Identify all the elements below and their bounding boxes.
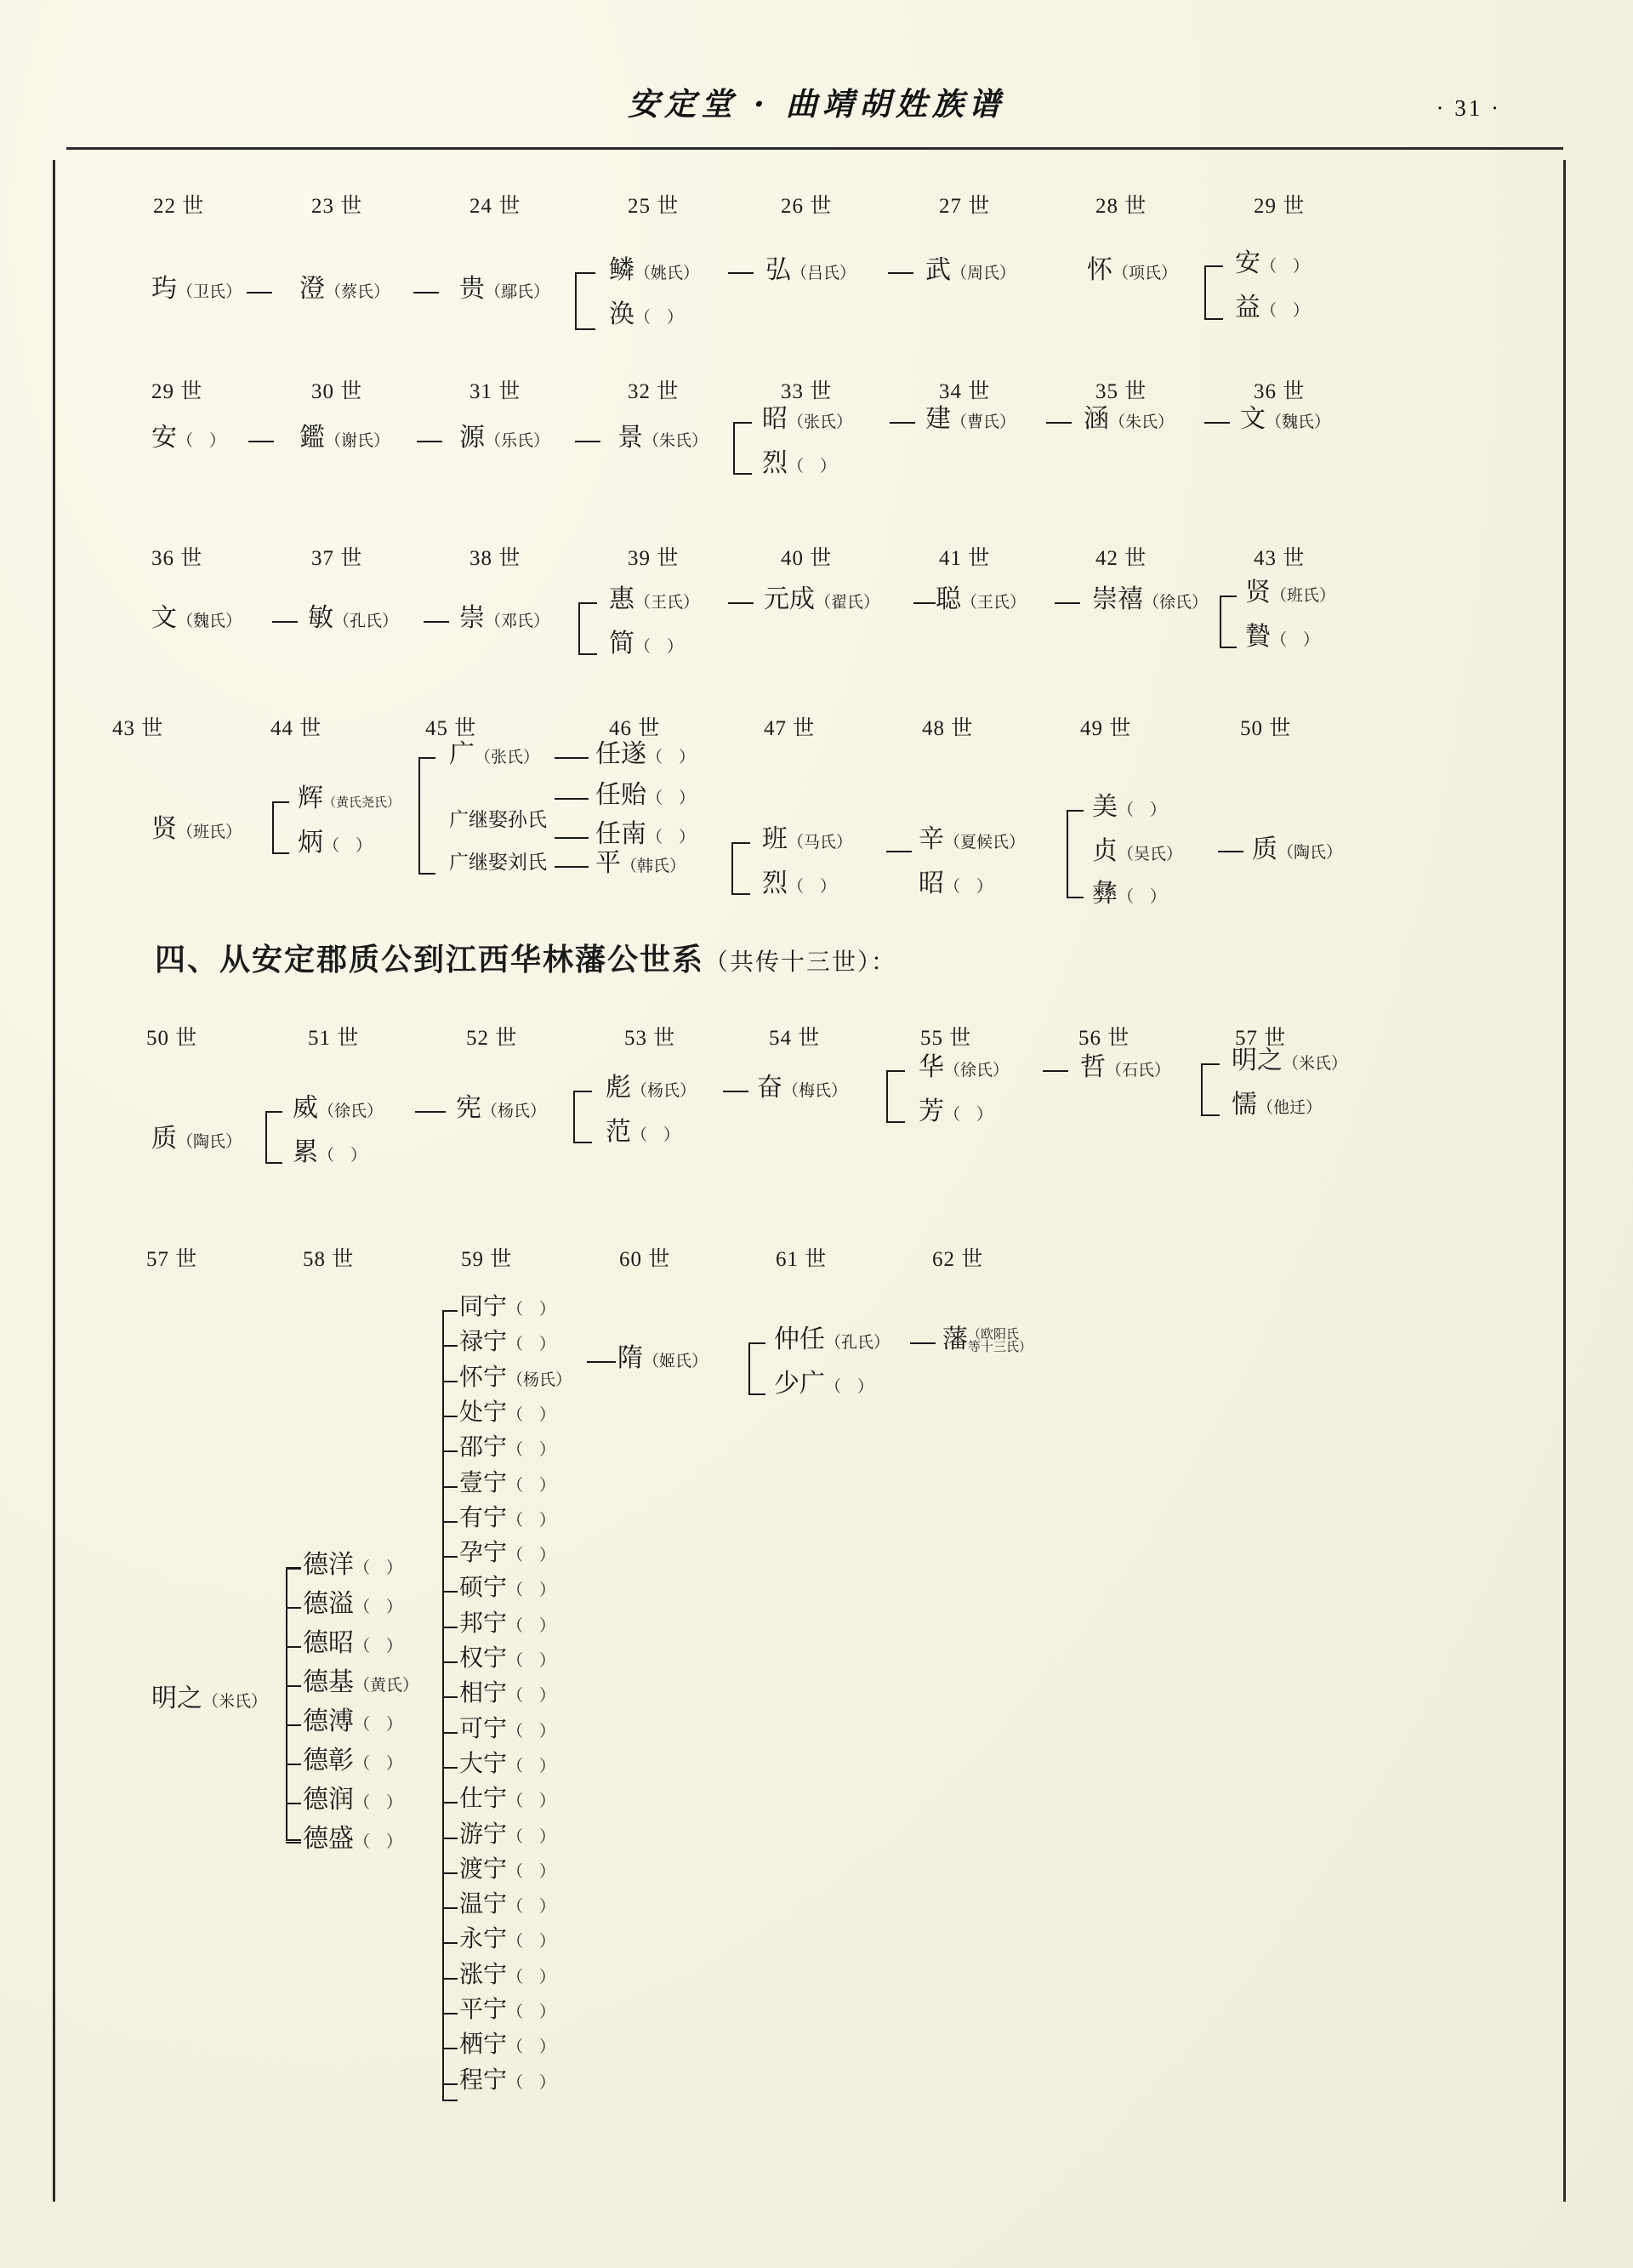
person-59 bbox=[459, 1296, 555, 1319]
bracket-61 bbox=[748, 1342, 750, 1395]
connector bbox=[587, 1361, 616, 1363]
bracket bbox=[578, 602, 580, 655]
person-55b: 芳（ ） bbox=[919, 1097, 993, 1125]
bracket bbox=[573, 1091, 575, 1143]
branch-tick bbox=[286, 1764, 301, 1765]
branch-tick bbox=[442, 1838, 458, 1839]
connector bbox=[555, 798, 589, 800]
person-59 bbox=[459, 1823, 555, 1847]
person-58 bbox=[303, 1748, 402, 1774]
person-59 bbox=[459, 1682, 555, 1706]
branch-tick bbox=[442, 1556, 458, 1558]
branch-tick bbox=[442, 2048, 458, 2049]
frame-left-border bbox=[53, 160, 55, 2202]
bracket bbox=[418, 757, 420, 875]
header-rule bbox=[66, 147, 1563, 150]
branch-tick bbox=[442, 1802, 458, 1804]
person-57-root: 明之（米氏） bbox=[151, 1684, 268, 1712]
bracket bbox=[1201, 1063, 1203, 1116]
connector bbox=[890, 422, 915, 424]
bracket bbox=[733, 473, 752, 475]
branch-tick bbox=[442, 1310, 458, 1312]
branch-tick bbox=[286, 1646, 301, 1648]
person-59 bbox=[459, 1366, 572, 1390]
bracket bbox=[733, 422, 735, 475]
person-name: 有宁 bbox=[459, 1505, 508, 1531]
person-name: 德彰 bbox=[303, 1747, 354, 1775]
person-59 bbox=[459, 1541, 555, 1565]
branch-tick bbox=[286, 1685, 301, 1687]
bracket bbox=[418, 873, 435, 875]
person-spouse: （ ） bbox=[507, 2038, 556, 2056]
page-title: 安定堂 · 曲靖胡姓族谱 bbox=[628, 85, 1005, 123]
bracket bbox=[1220, 647, 1237, 648]
person-spouse: （ ） bbox=[507, 1933, 556, 1951]
connector bbox=[248, 441, 274, 442]
branch-tick bbox=[442, 1872, 458, 1874]
bracket bbox=[575, 272, 595, 274]
person-60: 隋（姬氏） bbox=[617, 1344, 708, 1372]
bracket bbox=[731, 893, 750, 895]
branch-tick bbox=[286, 1803, 301, 1804]
person-35: 涵（朱氏） bbox=[1084, 405, 1175, 433]
person-name: 德盛 bbox=[303, 1825, 354, 1853]
person-22: 玙（卫氏） bbox=[151, 275, 242, 303]
person-spouse: （杨氏） bbox=[507, 1371, 572, 1389]
branch-tick bbox=[442, 1450, 458, 1452]
person-59 bbox=[459, 1612, 555, 1636]
person-57b: 懦（他迁） bbox=[1232, 1091, 1323, 1119]
person-spouse: （ ） bbox=[507, 1863, 556, 1881]
branch-tick bbox=[442, 1767, 458, 1769]
person-28: 怀（项氏） bbox=[1087, 256, 1178, 284]
person-44b: 炳（ ） bbox=[298, 829, 373, 857]
bracket bbox=[1204, 265, 1206, 320]
person-name: 大宁 bbox=[459, 1751, 508, 1777]
bracket bbox=[575, 328, 595, 330]
person-52: 宪（杨氏） bbox=[456, 1094, 547, 1122]
person-spouse: （ ） bbox=[354, 1794, 403, 1812]
bracket bbox=[578, 602, 597, 604]
page-canvas: 安定堂 · 曲靖胡姓族谱 · 31 · 22 世 23 世 24 世 25 世 26 世 27 世 28 世 29 世 玙（卫氏） 澄（蔡氏） 贵（鄢氏） 鳞（姚氏） 涣（ ） 弘（吕氏） 武（周氏） 怀（项氏） 安（ ） 益（ ） 29 世 30 世 31 世 32 世 33 世 34 世 35 世 36 世 安（ ） 鑑（谢氏） 源（乐氏） 景（朱氏） 昭（张氏） 烈（ ） 建（曹氏） 涵（朱氏） 文（魏氏） 36 世 37 世 38 世 39 世 40 世 41 世 42 世 43 世 文（魏氏） 敏（孔氏） 崇（邓氏） 惠（王氏） 简（ ） 元成（翟氏） 聪（王氏） 崇禧（徐氏） 贤（班氏） 贄（ ） 43 世 44 世 45 世 46 世 47 世 48 世 49 世 50 世 贤（班氏） 辉（黄氏尧氏） 炳（ ） 广（张氏） 广继娶孙氏 广继娶刘氏 平（韩氏） 任遂（ ） 任贻（ ） 任南（ ） 班（马氏） 烈（ ） 辛（夏候氏） 昭（ ） 美（ ） 贞（吴氏） 彝（ ） 质（陶氏） 四、从安定郡质公到江西华林藩公世系（共传十三世）： 50 世 51 世 52 世 53 世 54 世 55 世 56 世 57 世 质（陶氏） 威（徐氏） 累（ ） 宪（杨氏） 彪（杨氏） 范（ ） 奋（梅氏） 华（徐氏） 芳（ ） 哲（石氏） 明之（米氏） 懦（他迁） 57 世 58 世 59 世 60 世 61 世 62 世 明之（米氏） 德洋（ ） 德溢（ ） 德昭（ ） 德基（黄氏） 德溥（ ） 德彰（ ） 德润（ ） 德盛（ ） 同宁（ ） 禄宁（ ） 怀宁（杨氏） 处宁（ ） 邵宁（ ） 壹宁（ ） 有宁（ ） 孕宁（ ） 硕宁（ ） 邦宁（ ） 权宁（ ） 相宁（ ） 可宁（ ） 大宁（ ） 仕宁（ ） 游宁（ ） 渡宁（ ） 温宁（ ） 永宁（ ） 涨宁（ ） 平宁（ ） 栖宁（ ） 程宁（ ） 隋（姬氏） 仲任（孔氏） 少广（ ） 藩（欧阳氏等十三氏） bbox=[0, 0, 1633, 2268]
person-name: 邦宁 bbox=[459, 1610, 508, 1637]
person-50: 质（陶氏） bbox=[1252, 835, 1343, 863]
person-56: 哲（石氏） bbox=[1080, 1053, 1171, 1081]
branch-tick bbox=[442, 1381, 458, 1382]
person-59 bbox=[459, 1893, 555, 1917]
person-58 bbox=[303, 1826, 402, 1852]
branch-tick bbox=[286, 1607, 301, 1609]
person-spouse: （ ） bbox=[507, 2003, 556, 2021]
bracket bbox=[272, 801, 289, 803]
person-name: 怀宁 bbox=[459, 1365, 508, 1391]
person-59 bbox=[459, 1401, 555, 1425]
branch-tick bbox=[442, 1345, 458, 1347]
bracket bbox=[272, 852, 289, 854]
bracket bbox=[265, 1111, 282, 1113]
branch-tick bbox=[442, 2083, 458, 2085]
bracket bbox=[265, 1162, 282, 1164]
branch-tick bbox=[286, 1724, 301, 1726]
person-name: 德润 bbox=[303, 1786, 354, 1814]
person-29b: 益（ ） bbox=[1235, 293, 1310, 322]
person-spouse: （ ） bbox=[354, 1755, 403, 1773]
person-47b: 烈（ ） bbox=[762, 869, 837, 898]
connector bbox=[272, 621, 298, 623]
person-59 bbox=[459, 1998, 555, 2022]
person-name: 德昭 bbox=[303, 1629, 354, 1657]
person-spouse: （ ） bbox=[507, 1581, 556, 1599]
person-name: 孕宁 bbox=[459, 1540, 508, 1566]
person-name: 渡宁 bbox=[459, 1856, 508, 1883]
person-spouse: （ ） bbox=[507, 1617, 556, 1635]
person-spouse: （ ） bbox=[354, 1638, 403, 1655]
bracket bbox=[1067, 810, 1068, 898]
person-name: 权宁 bbox=[459, 1645, 508, 1672]
bracket bbox=[578, 653, 597, 655]
connector bbox=[413, 292, 439, 293]
person-spouse: （ ） bbox=[507, 1512, 556, 1530]
person-51a: 威（徐氏） bbox=[293, 1094, 384, 1122]
person-41: 聪（王氏） bbox=[936, 585, 1027, 613]
person-spouse: （ ） bbox=[507, 1687, 556, 1705]
person-spouse: （ ） bbox=[507, 1336, 556, 1353]
branch-tick bbox=[442, 1661, 458, 1663]
connector bbox=[555, 837, 589, 839]
person-name: 壹宁 bbox=[459, 1470, 508, 1496]
person-37: 敏（孔氏） bbox=[308, 604, 399, 632]
bracket bbox=[1067, 810, 1084, 812]
person-24: 贵（鄢氏） bbox=[459, 275, 550, 303]
person-name: 德溥 bbox=[303, 1707, 354, 1735]
connector bbox=[886, 851, 912, 852]
person-spouse: （ ） bbox=[507, 1758, 556, 1775]
person-59 bbox=[459, 1787, 555, 1811]
person-name: 仕宁 bbox=[459, 1786, 508, 1812]
person-name: 处宁 bbox=[459, 1399, 508, 1426]
person-spouse: （ ） bbox=[507, 1969, 556, 1986]
branch-tick bbox=[442, 1942, 458, 1944]
person-49b: 贞（吴氏） bbox=[1092, 837, 1183, 865]
person-29: 安（ ） bbox=[151, 424, 226, 452]
bracket bbox=[1067, 897, 1084, 898]
bracket bbox=[731, 842, 750, 844]
person-name: 栖宁 bbox=[459, 2032, 508, 2058]
bracket bbox=[1201, 1063, 1220, 1065]
branch-tick bbox=[286, 1842, 301, 1843]
person-58 bbox=[303, 1553, 402, 1578]
bracket bbox=[886, 1070, 888, 1123]
branch-tick bbox=[442, 1521, 458, 1523]
person-44a: 辉（黄氏尧氏） bbox=[298, 784, 401, 812]
person-50: 质（陶氏） bbox=[151, 1125, 242, 1153]
person-58 bbox=[303, 1631, 402, 1656]
person-name: 同宁 bbox=[459, 1294, 508, 1320]
connector bbox=[1055, 602, 1080, 604]
connector bbox=[424, 621, 449, 623]
person-40: 元成（翟氏） bbox=[764, 585, 880, 613]
bracket-61-bottom bbox=[748, 1393, 765, 1395]
branch-tick bbox=[442, 1416, 458, 1417]
person-name: 涨宁 bbox=[459, 1962, 508, 1988]
person-57a: 明之（米氏） bbox=[1232, 1046, 1348, 1074]
bracket bbox=[573, 1091, 592, 1092]
person-name: 永宁 bbox=[459, 1926, 508, 1952]
person-33a: 昭（张氏） bbox=[762, 405, 853, 433]
person-58 bbox=[303, 1787, 402, 1813]
person-34: 建（曹氏） bbox=[925, 405, 1016, 433]
person-name: 禄宁 bbox=[459, 1329, 508, 1355]
person-29a: 安（ ） bbox=[1235, 249, 1310, 277]
person-name: 德洋 bbox=[303, 1551, 354, 1579]
person-46c: 任南（ ） bbox=[595, 820, 696, 848]
person-54: 奋（梅氏） bbox=[757, 1074, 848, 1102]
bracket bbox=[886, 1070, 905, 1072]
connector bbox=[555, 757, 589, 759]
section-heading: 四、从安定郡质公到江西华林藩公世系（共传十三世）： bbox=[155, 942, 897, 977]
person-name: 德溢 bbox=[303, 1590, 354, 1618]
connector bbox=[728, 272, 754, 274]
bracket bbox=[418, 757, 435, 759]
person-38: 崇（邓氏） bbox=[459, 604, 550, 632]
person-59 bbox=[459, 1472, 555, 1496]
person-name: 平宁 bbox=[459, 1997, 508, 2023]
person-59 bbox=[459, 1928, 555, 1952]
person-spouse: （ ） bbox=[507, 1723, 556, 1741]
person-39b: 简（ ） bbox=[609, 630, 684, 658]
person-name: 相宁 bbox=[459, 1680, 508, 1707]
person-51b: 累（ ） bbox=[293, 1138, 367, 1166]
person-33b: 烈（ ） bbox=[762, 449, 837, 477]
person-42: 崇禧（徐氏） bbox=[1092, 585, 1209, 613]
person-53b: 范（ ） bbox=[606, 1118, 680, 1146]
person-name: 游宁 bbox=[459, 1821, 508, 1848]
bracket bbox=[573, 1142, 592, 1143]
connector bbox=[575, 441, 600, 442]
bracket bbox=[1204, 265, 1223, 267]
bracket-61-top bbox=[748, 1342, 765, 1344]
branch-tick bbox=[442, 1591, 458, 1593]
connector bbox=[723, 1091, 748, 1092]
bracket bbox=[1220, 595, 1237, 597]
person-spouse: （ ） bbox=[507, 1652, 556, 1670]
person-59 bbox=[459, 1331, 555, 1354]
branch-tick bbox=[442, 1907, 458, 1909]
person-59 bbox=[459, 1507, 555, 1530]
person-spouse: （ ） bbox=[354, 1559, 403, 1577]
branch-tick bbox=[442, 2013, 458, 2014]
person-26: 弘（吕氏） bbox=[765, 256, 856, 284]
connector bbox=[247, 292, 272, 293]
connector bbox=[415, 1111, 446, 1113]
person-59 bbox=[459, 2033, 555, 2057]
person-58 bbox=[303, 1670, 418, 1695]
bracket bbox=[272, 801, 274, 854]
connector bbox=[1046, 422, 1072, 424]
person-58 bbox=[303, 1592, 402, 1617]
person-25a: 鳞（姚氏） bbox=[609, 256, 700, 284]
bracket bbox=[265, 1111, 267, 1164]
person-spouse: （ ） bbox=[507, 1547, 556, 1564]
person-53a: 彪（杨氏） bbox=[606, 1074, 697, 1102]
person-59 bbox=[459, 1752, 555, 1776]
person-spouse: （ ） bbox=[354, 1598, 403, 1616]
person-spouse: （ ） bbox=[507, 1477, 556, 1495]
person-43: 贤（班氏） bbox=[151, 815, 242, 843]
connector bbox=[728, 602, 754, 604]
person-43b: 贄（ ） bbox=[1245, 623, 1320, 651]
branch-tick bbox=[442, 1486, 458, 1488]
person-47a: 班（马氏） bbox=[762, 825, 853, 853]
person-36: 文（魏氏） bbox=[1240, 405, 1331, 433]
person-59 bbox=[459, 2069, 555, 2093]
person-59 bbox=[459, 1718, 555, 1741]
person-46a: 任遂（ ） bbox=[595, 740, 696, 768]
connector bbox=[555, 866, 589, 868]
person-name: 硕宁 bbox=[459, 1575, 508, 1601]
person-36: 文（魏氏） bbox=[151, 604, 242, 632]
person-name: 温宁 bbox=[459, 1891, 508, 1918]
bracket bbox=[733, 422, 752, 424]
person-name: 可宁 bbox=[459, 1716, 508, 1742]
person-spouse: （ ） bbox=[507, 1898, 556, 1916]
person-spouse: （ ） bbox=[354, 1833, 403, 1851]
person-59 bbox=[459, 1647, 555, 1671]
person-48b: 昭（ ） bbox=[919, 869, 993, 898]
branch-tick bbox=[286, 1568, 301, 1570]
person-23: 澄（蔡氏） bbox=[299, 275, 390, 303]
bracket-58-bottom bbox=[286, 1839, 301, 1841]
person-62: 藩（欧阳氏等十三氏） bbox=[942, 1325, 1033, 1355]
person-59 bbox=[459, 1436, 555, 1460]
person-58 bbox=[303, 1709, 402, 1735]
person-spouse: （ ） bbox=[507, 1792, 556, 1810]
branch-tick bbox=[442, 1696, 458, 1698]
person-59 bbox=[459, 1858, 555, 1882]
page-number: · 31 · bbox=[1436, 95, 1501, 121]
person-25b: 涣（ ） bbox=[609, 300, 684, 328]
bracket bbox=[575, 272, 577, 330]
branch-tick bbox=[442, 1978, 458, 1980]
bracket bbox=[1204, 318, 1223, 320]
bracket bbox=[1220, 595, 1221, 648]
person-61a: 仲任（孔氏） bbox=[774, 1325, 890, 1353]
person-spouse: （ ） bbox=[507, 2074, 556, 2092]
branch-tick bbox=[442, 1627, 458, 1628]
person-43a: 贤（班氏） bbox=[1245, 578, 1336, 607]
person-39a: 惠（王氏） bbox=[609, 585, 700, 613]
person-49c: 彝（ ） bbox=[1092, 880, 1167, 908]
person-spouse: （ ） bbox=[507, 1828, 556, 1846]
connector bbox=[913, 602, 936, 604]
connector bbox=[1204, 422, 1230, 424]
person-30: 鑑（谢氏） bbox=[299, 424, 390, 452]
connector bbox=[888, 272, 913, 274]
frame-right-border bbox=[1563, 160, 1566, 2202]
connector bbox=[1218, 851, 1243, 852]
person-61b: 少广（ ） bbox=[774, 1370, 874, 1398]
person-48a: 辛（夏候氏） bbox=[919, 825, 1026, 853]
person-32: 景（朱氏） bbox=[617, 424, 708, 452]
bracket bbox=[1201, 1114, 1220, 1116]
person-spouse: （ ） bbox=[507, 1441, 556, 1459]
person-27: 武（周氏） bbox=[925, 256, 1016, 284]
person-name: 程宁 bbox=[459, 2067, 508, 2094]
person-spouse: （ ） bbox=[507, 1301, 556, 1319]
branch-tick bbox=[442, 1732, 458, 1734]
person-55a: 华（徐氏） bbox=[919, 1053, 1010, 1081]
person-49a: 美（ ） bbox=[1092, 793, 1167, 821]
bracket-59-bottom bbox=[442, 2100, 458, 2101]
person-name: 邵宁 bbox=[459, 1434, 508, 1461]
connector bbox=[1043, 1070, 1068, 1072]
person-spouse: （黄氏） bbox=[354, 1677, 419, 1695]
person-31: 源（乐氏） bbox=[459, 424, 550, 452]
person-45d: 平（韩氏） bbox=[595, 849, 686, 877]
person-59 bbox=[459, 1963, 555, 1987]
person-46b: 任贻（ ） bbox=[595, 781, 696, 809]
bracket bbox=[886, 1121, 905, 1123]
bracket bbox=[731, 842, 733, 895]
person-45a: 广（张氏） bbox=[449, 740, 540, 768]
person-59 bbox=[459, 1576, 555, 1600]
person-spouse: （ ） bbox=[507, 1406, 556, 1424]
bracket-59 bbox=[442, 1310, 444, 2101]
person-45b: 广继娶孙氏 bbox=[449, 809, 547, 830]
connector bbox=[417, 441, 442, 442]
person-spouse: （ ） bbox=[354, 1716, 403, 1734]
connector bbox=[910, 1342, 936, 1344]
person-45c: 广继娶刘氏 bbox=[449, 852, 547, 873]
person-name: 德基 bbox=[303, 1668, 354, 1696]
